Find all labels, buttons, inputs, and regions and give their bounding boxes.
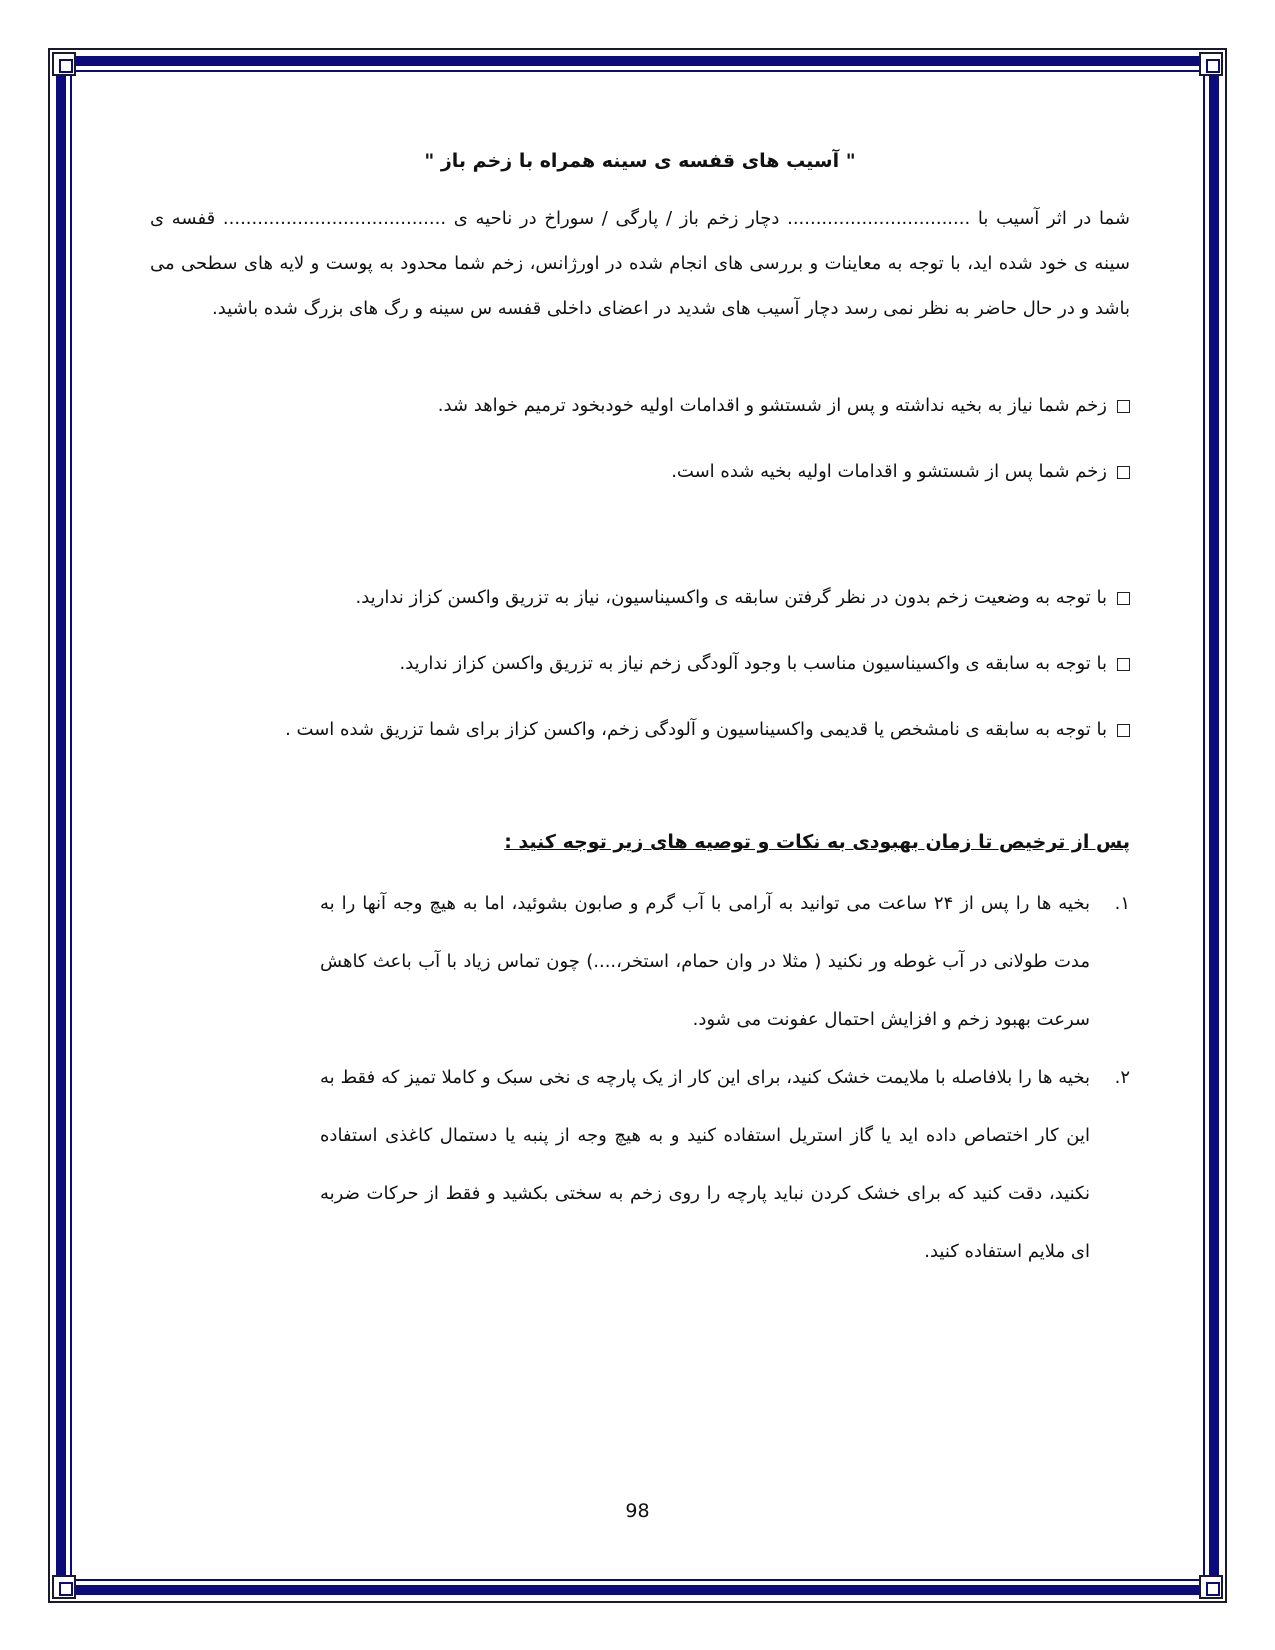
wound-options-list [150,391,1130,523]
intro-paragraph: شما در اثر آسیب با ................................ دچار زخم باز / پارگی / سوراخ در ناحیه ی ....................................... قفسه ی سینه ی خود شده اید، با توجه به معاینات و بررسی های انجام شده در اورژانس، زخم شما محدود به پوست و لایه های سطحی می باشد و در حال حاضر به نظر نمی رسد دچار آسیب های شدید در اعضای داخلی قفسه س سینه و رگ های بزرگ شده باشید. [150,208,1130,319]
checkbox-icon[interactable] [1117,724,1130,737]
tetanus-option-text: با توجه به سابقه ی نامشخص یا قدیمی واکسیناسیون و آلودگی زخم، واکسن کزاز برای شما تزریق شده است . [285,719,1107,740]
wound-option-text: زخم شما پس از شستشو و اقدامات اولیه بخیه شده است. [671,461,1107,482]
recommendations-heading: پس از ترخیص تا زمان بهبودی به نکات و توصیه های زیر توجه کنید : [504,831,1130,853]
recommendation-text: بخیه ها را پس از ۲۴ ساعت می توانید به آرامی با آب گرم و صابون بشوئید، اما به هیچ وجه آنها را به مدت طولانی در آب غوطه ور نکنید ( مثلا در وان حمام، استخر،....) چون تماس زیاد با آب باعث کاهش سرعت بهبود زخم و افزایش احتمال عفونت می شود. [320,893,1091,1030]
document-title: " آسیب های قفسه ی سینه همراه با زخم باز " [424,150,856,172]
tetanus-options-list [150,583,1130,781]
recommendation-number: ۱. [1114,893,1130,914]
recommendation-number: ۲. [1114,1067,1130,1088]
tetanus-option [150,583,1130,649]
recommendations-list [150,875,1130,1281]
tetanus-option [150,715,1130,781]
checkbox-icon[interactable] [1117,658,1130,671]
recommendation-text: بخیه ها را بلافاصله با ملایمت خشک کنید، برای این کار از یک پارچه ی نخی سبک و کاملا تمیز که فقط به این کار اختصاص داده اید یا گاز استریل استفاده کنید و به هیچ وجه از پنبه یا دستمال کاغذی استفاده نکنید، دقت کنید که برای خشک کردن نباید پارچه را روی زخم به سختی بکشید و فقط از حرکات ضربه ای ملایم استفاده کنید. [320,1067,1090,1262]
page-content [150,150,1130,1281]
border-corner-ornament [1199,1575,1223,1599]
wound-option [150,457,1130,523]
wound-option-text: زخم شما نیاز به بخیه نداشته و پس از شستشو و اقدامات اولیه خودبخود ترمیم خواهد شد. [437,395,1107,416]
tetanus-option-text: با توجه به سابقه ی واکسیناسیون مناسب با وجود آلودگی زخم نیاز به تزریق واکسن کزاز ندارید. [399,653,1107,674]
checkbox-icon[interactable] [1117,592,1130,605]
page-number: 98 [625,1500,650,1522]
checkbox-icon[interactable] [1117,400,1130,413]
border-corner-ornament [52,1575,76,1599]
wound-option [150,391,1130,457]
tetanus-option-text: با توجه به وضعیت زخم بدون در نظر گرفتن سابقه ی واکسیناسیون، نیاز به تزریق واکسن کزاز ندارید. [355,587,1107,608]
recommendation-item [320,1049,1130,1281]
recommendation-item [320,875,1130,1049]
tetanus-option [150,649,1130,715]
checkbox-icon[interactable] [1117,466,1130,479]
border-corner-ornament [1199,52,1223,76]
border-corner-ornament [52,52,76,76]
